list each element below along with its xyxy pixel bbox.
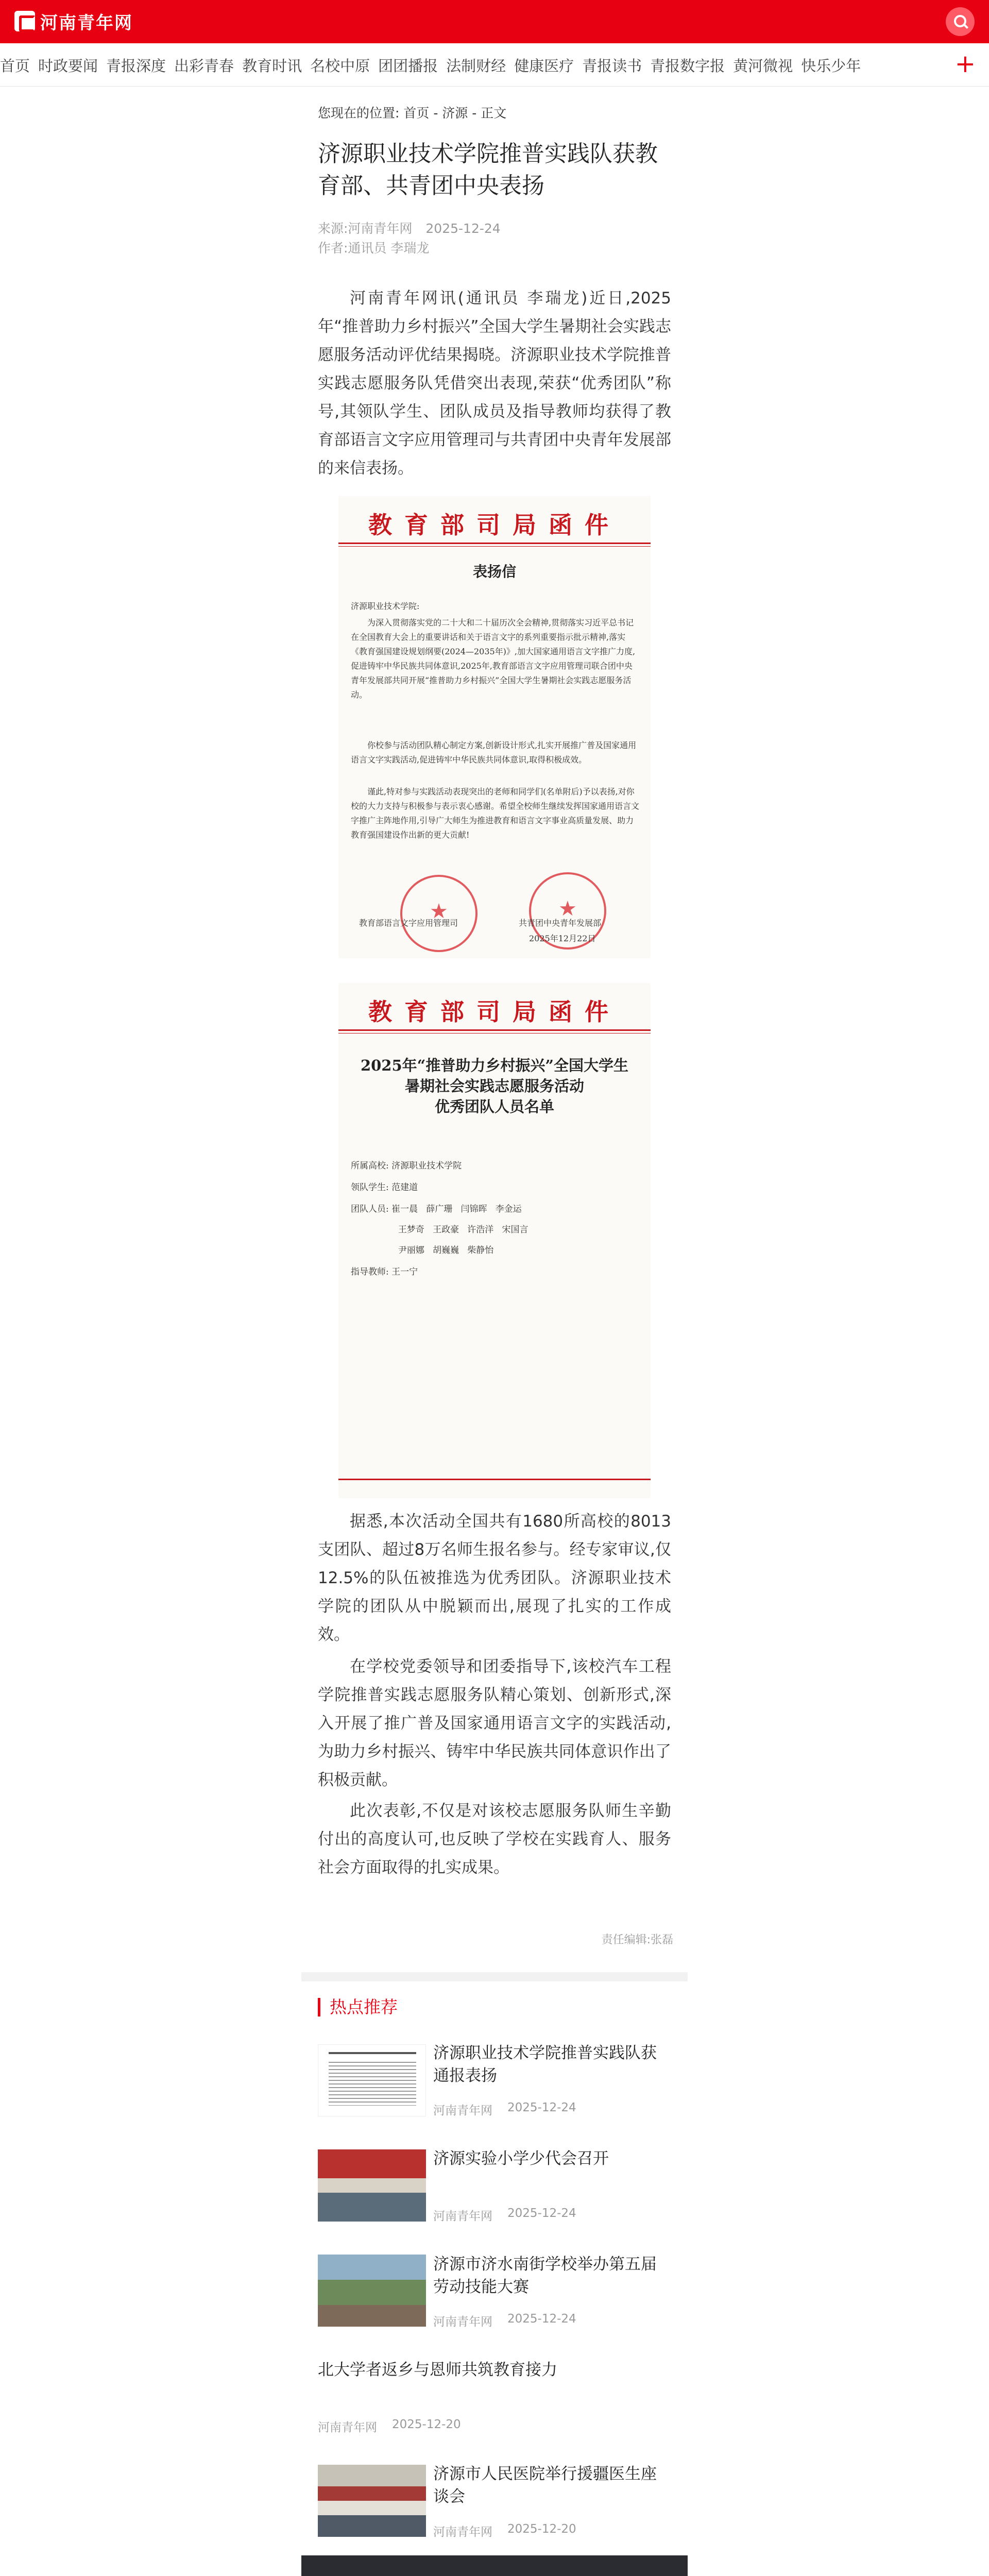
doc-bottom-rule [338, 1479, 651, 1480]
search-icon[interactable] [946, 7, 975, 36]
doc-list-row: 领队学生: 范建道 [351, 1182, 418, 1193]
responsible-editor: 责任编辑:张磊 [601, 1934, 673, 1946]
article-paragraph: 在学校党委领导和团委指导下,该校汽车工程学院推普实践志愿服务队精心策划、创新形式,深入开展了推广普及国家通用语言文字的实践活动,为助力乡村振兴、铸牢中华民族共同体意识作出了积极贡献。 [318, 1657, 671, 1789]
nav-item-law[interactable]: 法制财经 [446, 57, 506, 75]
doc-rule [338, 543, 651, 544]
nav-item-youth[interactable]: 出彩青春 [174, 57, 234, 75]
logo-icon [14, 11, 35, 31]
doc-list-row: 尹丽娜 胡巍巍 柴静怡 [351, 1245, 494, 1256]
footer-link-about[interactable] [326, 2571, 380, 2576]
article-meta [318, 218, 501, 237]
logo-text: 河南青年网 [40, 12, 133, 33]
doc-signature-left: 教育部语言文字应用管理司 [359, 918, 458, 928]
nav-item-kids[interactable]: 快乐少年 [801, 57, 861, 75]
nav-item-digital[interactable]: 青报数字报 [650, 57, 725, 75]
plus-icon[interactable]: + [954, 49, 976, 78]
hot-thumbnail[interactable] [318, 2044, 426, 2116]
article-author: 作者:通讯员 李瑞龙 [318, 241, 430, 256]
nav-item-politics[interactable]: 时政要闻 [38, 57, 98, 75]
doc-list-row: 所属高校: 济源职业技术学院 [351, 1161, 462, 1171]
footer-link-copyright[interactable] [480, 2571, 533, 2576]
doc-list-row: 团队人员: 崔一晨 薛广珊 闫锦晖 李金运 [351, 1204, 522, 1214]
doc-rule [338, 1029, 651, 1031]
article-source: 来源:河南青年网 [318, 221, 413, 236]
article-paragraph: 河南青年网讯(通讯员 李瑞龙)近日,2025年“推普助力乡村振兴”全国大学生暑期社会实践志愿服务活动评优结果揭晓。济源职业技术学院推普实践志愿服务队凭借突出表现,荣获“优秀团队”称号,其领队学生、团队成员及指导教师均获得了教育部语言文字应用管理司与共青团中央青年发展部的来信表扬。 [318, 289, 671, 478]
doc-letterhead: 教育部司局函件 [368, 998, 621, 1026]
breadcrumb [318, 103, 506, 122]
hot-item-date: 2025-12-24 [507, 2101, 576, 2114]
nav-item-depth[interactable]: 青报深度 [106, 57, 166, 75]
doc-list-title: 暑期社会实践志愿服务活动 [404, 1077, 584, 1095]
footer-link-contact[interactable] [403, 2571, 456, 2576]
doc-list-row: 王梦奇 王政豪 许浩洋 宋国言 [351, 1225, 528, 1235]
hot-item-date: 2025-12-24 [507, 2207, 576, 2220]
article-title: 济源职业技术学院推普实践队获教育部、共青团中央表扬 [318, 141, 658, 199]
hot-item-source: 河南青年网 [318, 2421, 377, 2434]
doc-signature-right: 共青团中央青年发展部 [519, 918, 602, 928]
site-logo[interactable] [14, 9, 133, 33]
footer-link-privacy[interactable] [556, 2571, 610, 2576]
hot-item-title[interactable]: 济源实验小学少代会召开 [433, 2149, 609, 2168]
doc-addressee: 济源职业技术学院: [351, 601, 420, 611]
team-list-image [338, 983, 651, 1498]
top-bar [0, 0, 989, 43]
commendation-letter-image [338, 496, 651, 958]
official-seal [400, 875, 478, 952]
hot-thumbnail[interactable] [318, 2149, 426, 2222]
section-divider [301, 1972, 688, 1981]
hot-item-source: 河南青年网 [433, 2315, 492, 2329]
hot-recommend-heading: 热点推荐 [318, 1998, 398, 2016]
nav-item-education[interactable]: 教育时讯 [242, 57, 302, 75]
doc-paragraph: 你校参与活动团队精心制定方案,创新设计形式,扎实开展推广普及国家通用语言文字实践活动,促进铸牢中华民族共同体意识,取得积极成效。 [351, 740, 637, 765]
article-date: 2025-12-24 [425, 221, 501, 236]
doc-date: 2025年12月22日 [529, 934, 596, 943]
site-footer [301, 2555, 688, 2576]
doc-paragraph: 为深入贯彻落实党的二十大和二十届历次全会精神,贯彻落实习近平总书记在全国教育大会上的重要讲话和关于语言文字的系列重要指示批示精神,落实《教育强国建设规划纲要(2024—2035年)》,加大国家通用语言文字推广力度,促进铸牢中华民族共同体意识,2025年,教育部语言文字应用管理司联合团中央青年发展部共同开展“推普助力乡村振兴”全国大学生暑期社会实践志愿服务活动。 [351, 618, 636, 700]
hot-item-title[interactable]: 济源市人民医院举行援疆医生座谈会 [433, 2465, 657, 2506]
doc-list-row: 指导教师: 王一宁 [351, 1267, 418, 1277]
doc-letterhead: 教育部司局函件 [368, 511, 621, 539]
breadcrumb-path[interactable]: 首页 - 济源 - 正文 [403, 106, 507, 121]
breadcrumb-prefix: 您现在的位置: [318, 106, 400, 121]
nav-item-reading[interactable]: 青报读书 [582, 57, 642, 75]
hot-item-title[interactable]: 济源市济水南街学校举办第五届劳动技能大赛 [433, 2255, 657, 2296]
hot-item-source: 河南青年网 [433, 2526, 492, 2539]
hot-item-source: 河南青年网 [433, 2210, 492, 2223]
hot-item-source: 河南青年网 [433, 2104, 492, 2117]
nav-item-video[interactable]: 黄河微视 [733, 57, 793, 75]
article-paragraph: 据悉,本次活动全国共有1680所高校的8013支团队、超过8万名师生报名参与。经专家审议,仅12.5%的队伍被推选为优秀团队。济源职业技术学院的团队从中脱颖而出,展现了扎实的工作成效。 [318, 1512, 671, 1644]
doc-subtitle: 表扬信 [472, 563, 516, 580]
doc-list-title: 优秀团队人员名单 [434, 1098, 554, 1115]
doc-paragraph: 谨此,特对参与实践活动表现突出的老师和同学们(名单附后)予以表扬,对你校的大力支持与积极参与表示衷心感谢。希望全校师生继续发挥国家通用语言文字推广主阵地作用,引导广大师生为推进教育和语言文字事业高质量发展、助力教育强国建设作出新的更大贡献! [351, 787, 640, 840]
doc-list-title: 2025年“推普助力乡村振兴”全国大学生 [360, 1057, 629, 1074]
hot-item-date: 2025-12-20 [392, 2418, 461, 2431]
hot-item-title[interactable]: 济源职业技术学院推普实践队获通报表扬 [433, 2044, 657, 2085]
doc-rule-thin [338, 546, 651, 547]
footer-links [326, 2571, 676, 2576]
hot-thumbnail[interactable] [318, 2255, 426, 2327]
article-paragraph: 此次表彰,不仅是对该校志愿服务队师生辛勤付出的高度认可,也反映了学校在实践育人、服务社会方面取得的扎实成果。 [318, 1802, 671, 1877]
hot-item-date: 2025-12-20 [507, 2522, 576, 2536]
nav-item-league[interactable]: 团团播报 [378, 57, 438, 75]
nav-item-home[interactable]: 首页 [0, 57, 30, 75]
hot-thumbnail[interactable] [318, 2465, 426, 2537]
channel-nav [0, 43, 989, 87]
nav-item-health[interactable]: 健康医疗 [514, 57, 574, 75]
nav-item-schools[interactable]: 名校中原 [310, 57, 370, 75]
hot-item-date: 2025-12-24 [507, 2312, 576, 2326]
hot-item-title[interactable]: 北大学者返乡与恩师共筑教育接力 [318, 2361, 557, 2379]
